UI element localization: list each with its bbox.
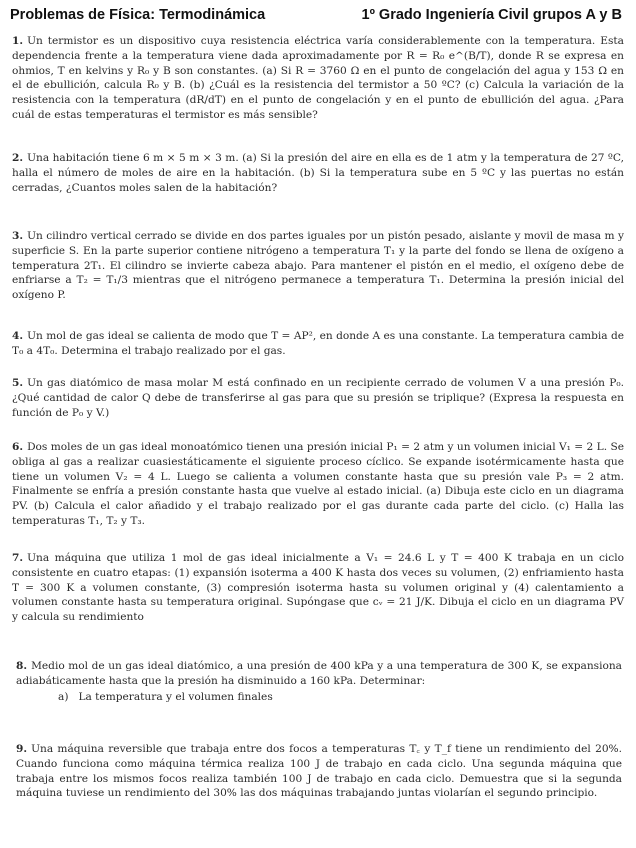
problem-number: 1. (12, 35, 24, 47)
problem-number: 7. (12, 552, 24, 564)
problem-1 (12, 34, 624, 123)
problem-number: 3. (12, 230, 24, 242)
page-header (10, 7, 626, 27)
problem-8 (16, 659, 622, 689)
course-title: 1º Grado Ingeniería Civil grupos A y B (361, 7, 622, 23)
problem-text: Un termistor es un dispositivo cuya resistencia eléctrica varía considerablemente con la temperatura. Esta dependencia frente a la temperatura viene dada aproximadamente por R = R₀ e^(B/T), donde R se expresa en ohmios, T en kelvins y R₀ y B son constantes. (a) Si R = 3760 Ω en el punto de congelación del agua y 153 Ω en el de ebullición, calcula R₀ y B. (b) ¿Cuál es la resistencia del termistor a 50 ºC? (c) Calcula la variación de la resistencia con la temperatura (dR/dT) en el punto de congelación y en el punto de ebullición del agua. ¿Para cuál de estas temperaturas el termistor es más sensible? (12, 35, 624, 121)
problem-number: 6. (12, 441, 24, 453)
problem-2 (12, 151, 624, 195)
problem-text: Un gas diatómico de masa molar M está confinado en un recipiente cerrado de volumen V a una presión P₀. ¿Qué cantidad de calor Q debe de transferirse al gas para que su presión se triplique? (Expresa la respuesta en función de P₀ y V.) (12, 377, 624, 419)
problem-text: Medio mol de un gas ideal diatómico, a una presión de 400 kPa y a una temperatura de 300 K, se expansiona adiabáticamente hasta que la presión ha disminuido a 160 kPa. Determinar: (16, 660, 622, 687)
problem-text: Una habitación tiene 6 m × 5 m × 3 m. (a) Si la presión del aire en ella es de 1 atm y la temperatura de 27 ºC, halla el número de moles de aire en la habitación. (b) Si la temperatura sube en 5 ºC y las puertas no están cerradas, ¿Cuantos moles salen de la habitación? (12, 152, 624, 194)
problem-8-subitem-a (58, 691, 273, 703)
subitem-label: a) (58, 691, 69, 703)
problem-text: Una máquina reversible que trabaja entre dos focos a temperaturas T꜀ y T_f tiene un rendimiento del 20%. Cuando funciona como máquina térmica realiza 100 J de trabajo en cada ciclo. Una segunda máquina que trabaja entre los mismos focos realiza también 100 J de trabajo en cada ciclo. Demuestra que si la segunda máquina tuviese un rendimiento del 30% las dos máquinas trabajando juntas violarían el segundo principio. (16, 743, 622, 800)
problem-number: 5. (12, 377, 24, 389)
problem-text: Un mol de gas ideal se calienta de modo que T = AP², en donde A es una constante. La temperatura cambia de T₀ a 4T₀. Determina el trabajo realizado por el gas. (12, 330, 624, 357)
problem-text: Un cilindro vertical cerrado se divide en dos partes iguales por un pistón pesado, aislante y movil de masa m y superficie S. En la parte superior contiene nitrógeno a temperatura T₁ y la parte del fondo se llena de oxígeno a temperatura 2T₁. El cilindro se invierte cabeza abajo. Para mantener el pistón en el medio, el oxígeno debe de enfriarse a T₂ = T₁/3 mientras que el nitrógeno permanece a temperatura T₁. Determina la presión inicial del oxígeno P. (12, 230, 624, 302)
problem-7 (12, 551, 624, 625)
problem-9 (16, 742, 622, 801)
problem-number: 8. (16, 660, 28, 672)
problem-5 (12, 376, 624, 420)
problem-number: 2. (12, 152, 24, 164)
problem-number: 4. (12, 330, 24, 342)
problem-6 (12, 440, 624, 529)
problem-text: Dos moles de un gas ideal monoatómico tienen una presión inicial P₁ = 2 atm y un volumen inicial V₁ = 2 L. Se obliga al gas a realizar cuasiestáticamente el siguiente proceso cíclico. Se expande isotérmicamente hasta que tiene un volumen V₂ = 4 L. Luego se calienta a volumen constante hasta que su presión vale P₃ = 2 atm. Finalmente se enfría a presión constante hasta que vuelve al estado inicial. (a) Dibuja este ciclo en un diagrama PV. (b) Calcula el calor añadido y el trabajo realizado por el gas durante cada parte del ciclo. (c) Halla las temperaturas T₁, T₂ y T₃. (12, 441, 624, 527)
problem-3 (12, 229, 624, 303)
subitem-text: La temperatura y el volumen finales (78, 691, 273, 703)
document-title: Problemas de Física: Termodinámica (10, 7, 266, 23)
problem-4 (12, 329, 624, 359)
problem-number: 9. (16, 743, 28, 755)
problem-text: Una máquina que utiliza 1 mol de gas ideal inicialmente a V₁ = 24.6 L y T = 400 K trabaja en un ciclo consistente en cuatro etapas: (1) expansión isoterma a 400 K hasta dos veces su volumen, (2) enfriamiento hasta T = 300 K a volumen constante, (3) compresión isoterma hasta su volumen original y (4) calentamiento a volumen constante hasta su temperatura original. Supóngase que cᵥ = 21 J/K. Dibuja el ciclo en un diagrama PV y calcula su rendimiento (12, 552, 624, 624)
